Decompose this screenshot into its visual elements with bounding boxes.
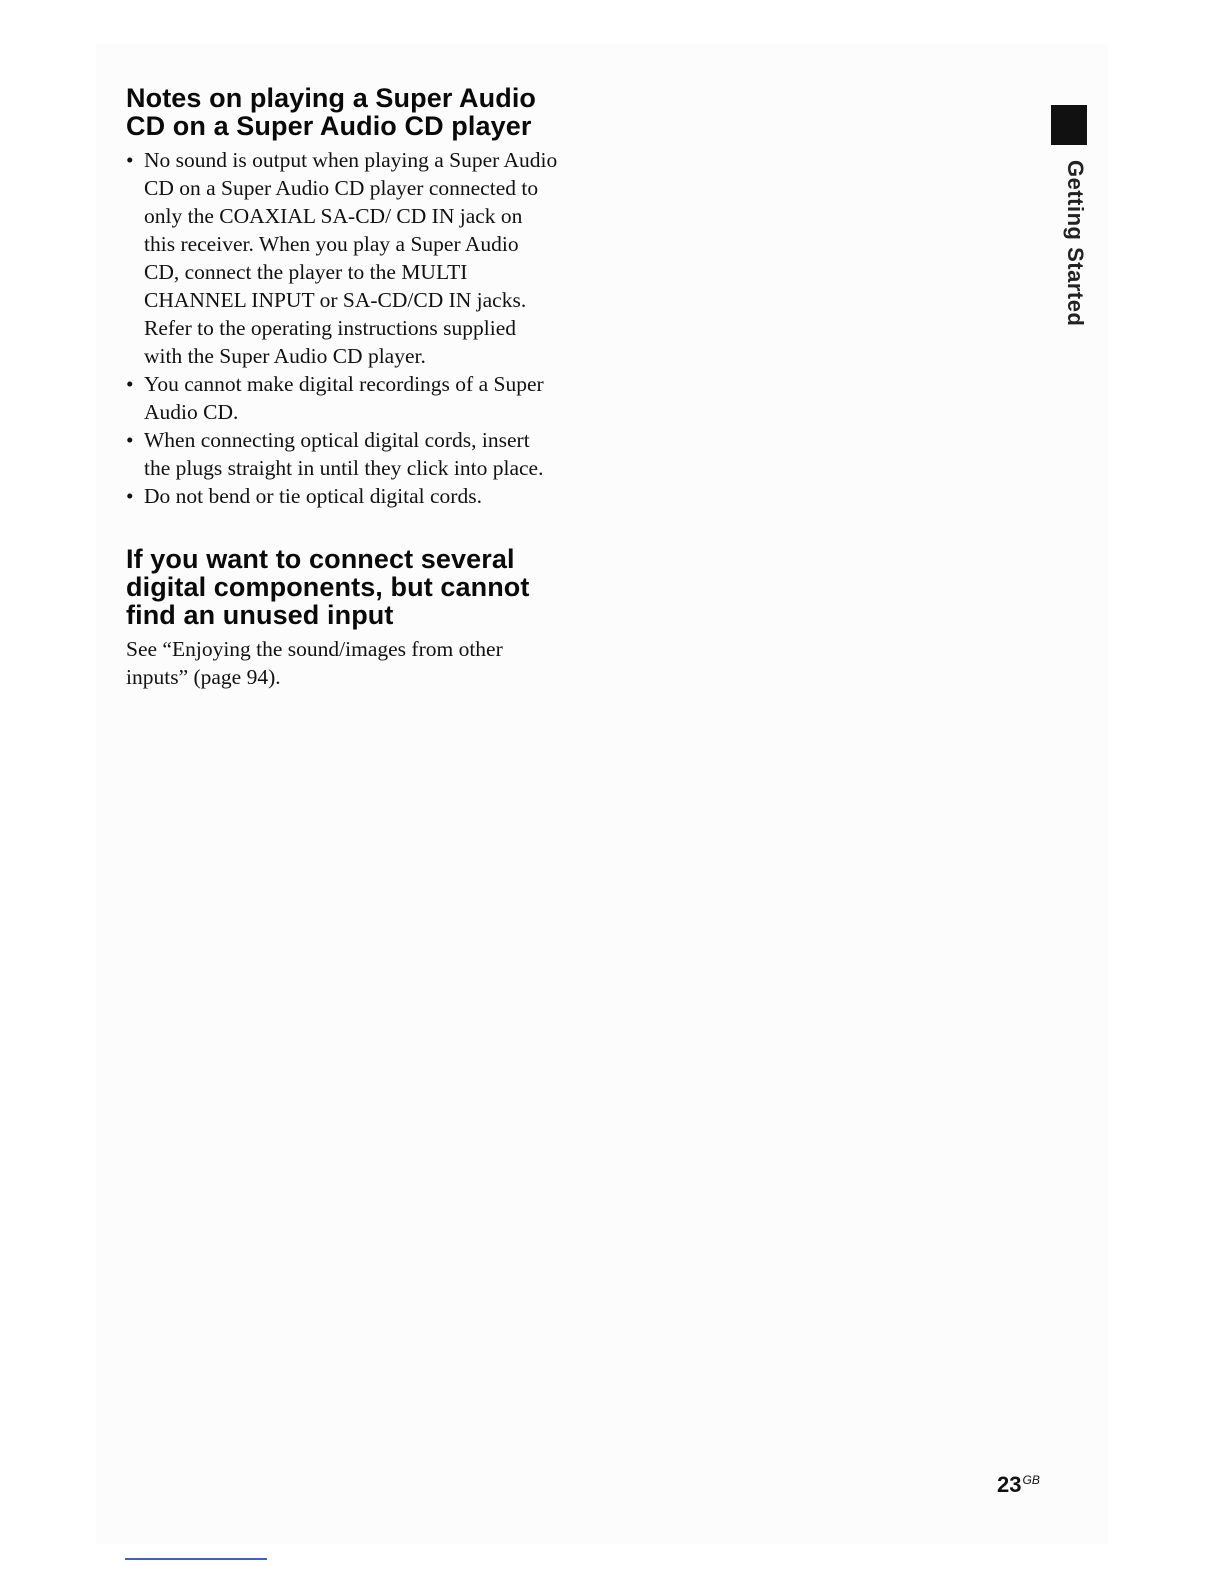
chapter-tab-marker [1051, 105, 1087, 145]
main-column [126, 84, 558, 691]
list-item-text: You cannot make digital recordings of a Super Audio CD. [144, 372, 544, 424]
list-item [126, 426, 558, 482]
bullet-icon: • [126, 484, 134, 508]
chapter-tab-label: Getting Started [1063, 160, 1088, 327]
section-heading: Notes on playing a Super Audio CD on a Super Audio CD player [126, 83, 537, 141]
list-item-text: When connecting optical digital cords, insert the plugs straight in until they click into place. [144, 428, 544, 480]
page-number-value: 23 [997, 1472, 1022, 1497]
section-super-audio-notes [126, 84, 558, 510]
bullet-icon: • [126, 428, 134, 452]
bullet-icon: • [126, 148, 134, 172]
page-number [997, 1472, 1040, 1498]
footer-divider [125, 1558, 267, 1560]
notes-list [126, 146, 558, 510]
list-item [126, 482, 558, 510]
list-item-text: No sound is output when playing a Super Audio CD on a Super Audio CD player connected to only the COAXIAL SA-CD/ CD IN jack on this receiver. When you play a Super Audio CD, connect the player to the MULTI CHANNEL INPUT or SA-CD/CD IN jacks. Refer to the operating instructions supplied with the Super Audio CD player. [144, 148, 558, 368]
list-item [126, 370, 558, 426]
list-item [126, 146, 558, 370]
list-item-text: Do not bend or tie optical digital cords. [144, 484, 482, 508]
cross-reference-text: See “Enjoying the sound/images from other inputs” (page 94). [126, 637, 503, 689]
page-number-suffix: GB [1022, 1473, 1040, 1487]
section-heading: If you want to connect several digital components, but cannot find an unused input [126, 544, 530, 630]
bullet-icon: • [126, 372, 134, 396]
section-unused-input [126, 545, 558, 691]
